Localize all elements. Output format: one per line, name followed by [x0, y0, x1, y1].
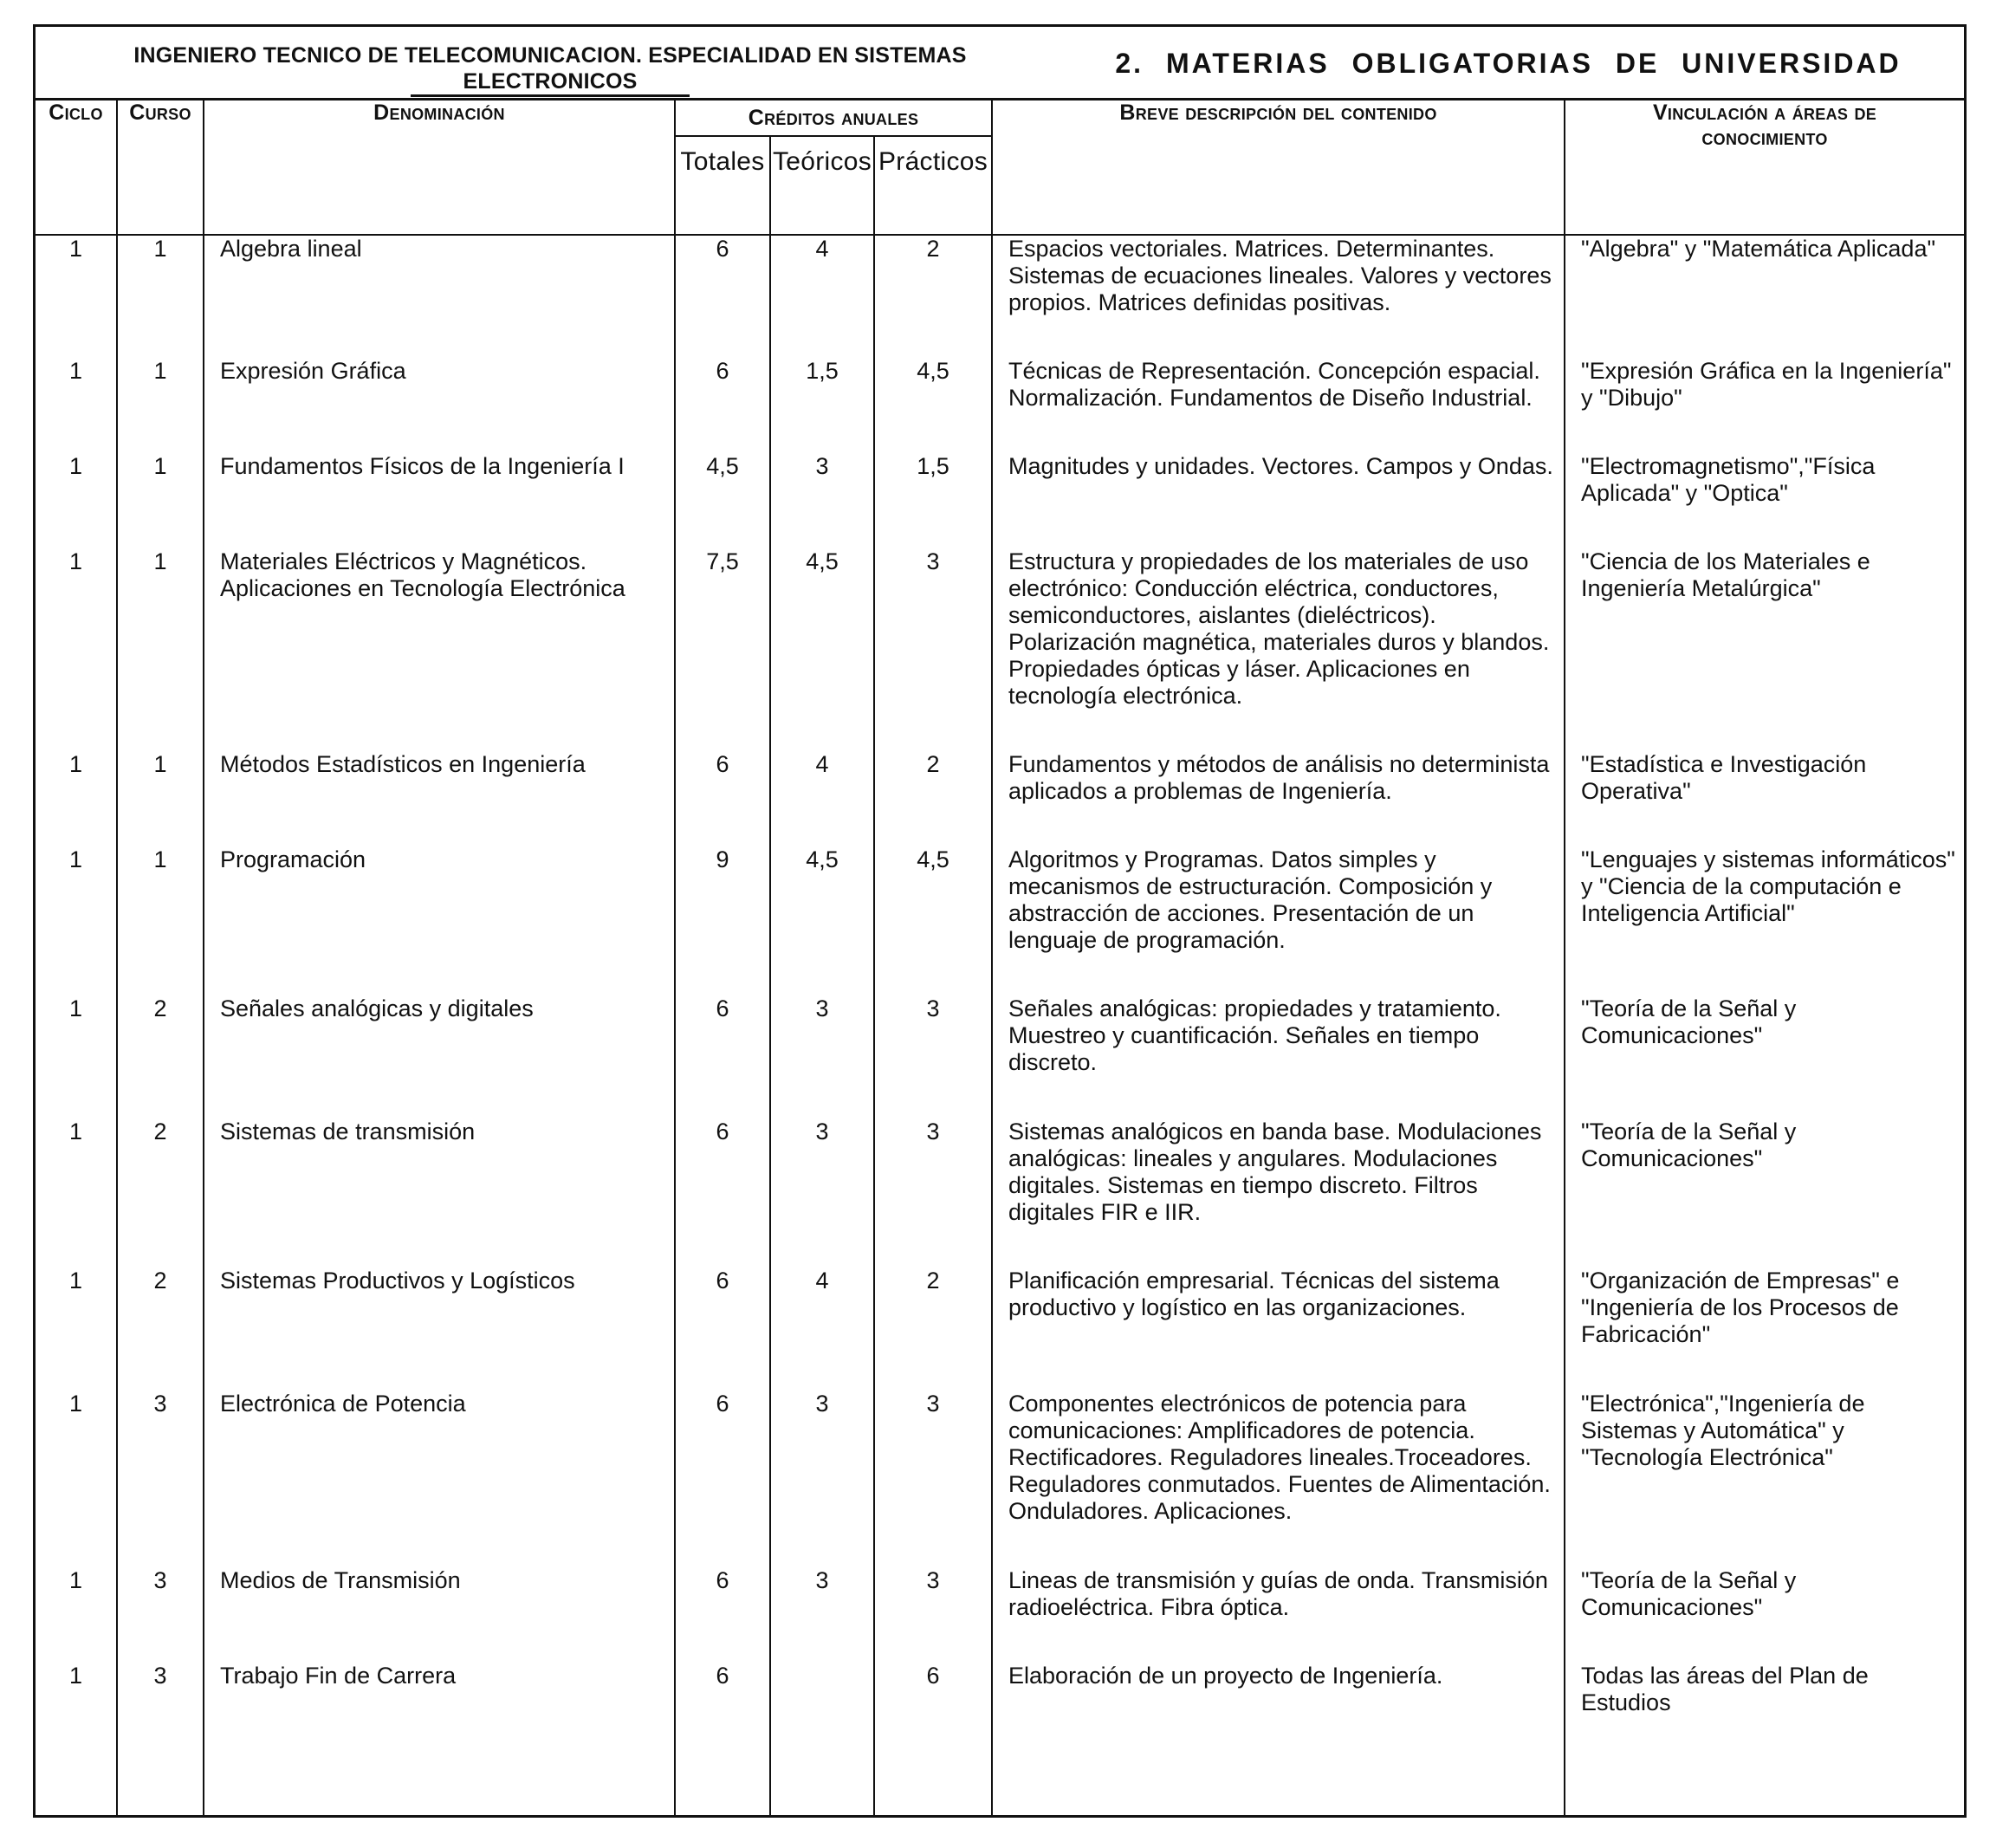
cell-ciclo: 1: [36, 1119, 117, 1268]
cell-teoricos: 3: [770, 1567, 874, 1663]
cell-vinculacion: "Organización de Empresas" e "Ingeniería de los Procesos de Fabricación": [1565, 1268, 1964, 1391]
cell-teoricos: 3: [770, 453, 874, 548]
cell-vinculacion: "Teoría de la Señal y Comunicaciones": [1565, 1119, 1964, 1268]
cell-ciclo: 1: [36, 846, 117, 995]
col-header-denominacion: Denominación: [204, 101, 675, 235]
cell-totales: 6: [675, 1268, 770, 1391]
cell-curso: 1: [117, 453, 204, 548]
col-header-curso: Curso: [117, 101, 204, 235]
cell-teoricos: 1,5: [770, 358, 874, 453]
cell-curso: 3: [117, 1567, 204, 1663]
table-body: [36, 235, 1964, 1815]
cell-descripcion: Magnitudes y unidades. Vectores. Campos y Ondas.: [992, 453, 1565, 548]
cell-curso: 1: [117, 548, 204, 751]
cell-practicos: 6: [874, 1663, 992, 1758]
cell-denominacion: Fundamentos Físicos de la Ingeniería I: [204, 453, 675, 548]
empty-cell: [1565, 1758, 1964, 1815]
cell-descripcion: Técnicas de Representación. Concepción espacial. Normalización. Fundamentos de Diseño Industrial.: [992, 358, 1565, 453]
cell-practicos: 4,5: [874, 846, 992, 995]
cell-denominacion: Trabajo Fin de Carrera: [204, 1663, 675, 1758]
cell-vinculacion: "Estadística e Investigación Operativa": [1565, 751, 1964, 846]
cell-denominacion: Algebra lineal: [204, 235, 675, 358]
cell-descripcion: Sistemas analógicos en banda base. Modulaciones analógicas: lineales y angulares. Modulaciones digitales. Sistemas en tiempo discreto. Filtros digitales FIR e IIR.: [992, 1119, 1565, 1268]
empty-cell: [874, 1758, 992, 1815]
cell-vinculacion: "Teoría de la Señal y Comunicaciones": [1565, 1567, 1964, 1663]
table-row: [36, 1663, 1964, 1758]
cell-vinculacion: "Teoría de la Señal y Comunicaciones": [1565, 995, 1964, 1119]
table-row: [36, 235, 1964, 358]
cell-vinculacion: Todas las áreas del Plan de Estudios: [1565, 1663, 1964, 1758]
cell-descripcion: Lineas de transmisión y guías de onda. Transmisión radioeléctrica. Fibra óptica.: [992, 1567, 1565, 1663]
cell-totales: 4,5: [675, 453, 770, 548]
col-header-practicos: Prácticos: [874, 136, 992, 235]
cell-teoricos: 3: [770, 1391, 874, 1567]
cell-curso: 3: [117, 1391, 204, 1567]
cell-denominacion: Sistemas Productivos y Logísticos: [204, 1268, 675, 1391]
table-row: [36, 995, 1964, 1119]
cell-practicos: 2: [874, 751, 992, 846]
cell-practicos: 2: [874, 235, 992, 358]
cell-ciclo: 1: [36, 1567, 117, 1663]
empty-cell: [770, 1758, 874, 1815]
cell-denominacion: Métodos Estadísticos en Ingeniería: [204, 751, 675, 846]
cell-curso: 2: [117, 1119, 204, 1268]
cell-descripcion: Señales analógicas: propiedades y tratamiento. Muestreo y cuantificación. Señales en tiempo discreto.: [992, 995, 1565, 1119]
cell-practicos: 3: [874, 548, 992, 751]
cell-vinculacion: "Expresión Gráfica en la Ingeniería" y "Dibujo": [1565, 358, 1964, 453]
cell-teoricos: 4,5: [770, 846, 874, 995]
table-filler-row: [36, 1758, 1964, 1815]
program-title: [65, 42, 1035, 97]
cell-practicos: 4,5: [874, 358, 992, 453]
cell-totales: 9: [675, 846, 770, 995]
cell-totales: 6: [675, 1119, 770, 1268]
cell-curso: 1: [117, 235, 204, 358]
cell-descripcion: Elaboración de un proyecto de Ingeniería.: [992, 1663, 1565, 1758]
cell-denominacion: Sistemas de transmisión: [204, 1119, 675, 1268]
cell-ciclo: 1: [36, 1663, 117, 1758]
table-row: [36, 358, 1964, 453]
cell-totales: 6: [675, 751, 770, 846]
cell-curso: 2: [117, 1268, 204, 1391]
subjects-table: [36, 101, 1964, 1815]
program-title-line1: INGENIERO TECNICO DE TELECOMUNICACION. ESPECIALIDAD EN SISTEMAS: [133, 43, 967, 68]
table-row: [36, 846, 1964, 995]
cell-teoricos: 3: [770, 1119, 874, 1268]
cell-curso: 1: [117, 846, 204, 995]
col-header-creditos: Créditos anuales: [675, 101, 992, 136]
empty-cell: [117, 1758, 204, 1815]
cell-descripcion: Algoritmos y Programas. Datos simples y mecanismos de estructuración. Composición y abstracción de acciones. Presentación de un lenguaje de programación.: [992, 846, 1565, 995]
cell-ciclo: 1: [36, 1391, 117, 1567]
cell-ciclo: 1: [36, 548, 117, 751]
cell-vinculacion: "Electrónica","Ingeniería de Sistemas y Automática" y "Tecnología Electrónica": [1565, 1391, 1964, 1567]
cell-ciclo: 1: [36, 453, 117, 548]
cell-practicos: 1,5: [874, 453, 992, 548]
cell-descripcion: Espacios vectoriales. Matrices. Determinantes. Sistemas de ecuaciones lineales. Valores y vectores propios. Matrices definidas positivas.: [992, 235, 1565, 358]
cell-teoricos: 3: [770, 995, 874, 1119]
program-title-line2: ELECTRONICOS: [411, 68, 689, 97]
cell-curso: 3: [117, 1663, 204, 1758]
table-row: [36, 751, 1964, 846]
cell-denominacion: Expresión Gráfica: [204, 358, 675, 453]
cell-curso: 1: [117, 358, 204, 453]
table-row: [36, 1567, 1964, 1663]
col-header-vinculacion: Vinculación a áreas de conocimiento: [1565, 101, 1964, 235]
document-page: [33, 24, 1967, 1818]
cell-vinculacion: "Lenguajes y sistemas informáticos" y "Ciencia de la computación e Inteligencia Artificial": [1565, 846, 1964, 995]
cell-descripcion: Planificación empresarial. Técnicas del sistema productivo y logístico en las organizaciones.: [992, 1268, 1565, 1391]
cell-ciclo: 1: [36, 358, 117, 453]
cell-totales: 6: [675, 1663, 770, 1758]
cell-teoricos: 4: [770, 751, 874, 846]
empty-cell: [204, 1758, 675, 1815]
cell-totales: 6: [675, 358, 770, 453]
empty-cell: [36, 1758, 117, 1815]
cell-teoricos: [770, 1663, 874, 1758]
table-row: [36, 1119, 1964, 1268]
col-header-descripcion: Breve descripción del contenido: [992, 101, 1565, 235]
cell-denominacion: Señales analógicas y digitales: [204, 995, 675, 1119]
cell-totales: 6: [675, 1391, 770, 1567]
cell-denominacion: Programación: [204, 846, 675, 995]
cell-teoricos: 4: [770, 235, 874, 358]
cell-practicos: 3: [874, 995, 992, 1119]
cell-vinculacion: "Algebra" y "Matemática Aplicada": [1565, 235, 1964, 358]
cell-practicos: 3: [874, 1391, 992, 1567]
cell-ciclo: 1: [36, 235, 117, 358]
cell-practicos: 3: [874, 1119, 992, 1268]
cell-totales: 6: [675, 995, 770, 1119]
col-header-teoricos: Teóricos: [770, 136, 874, 235]
cell-practicos: 3: [874, 1567, 992, 1663]
cell-denominacion: Medios de Transmisión: [204, 1567, 675, 1663]
cell-teoricos: 4: [770, 1268, 874, 1391]
cell-denominacion: Electrónica de Potencia: [204, 1391, 675, 1567]
section-title: 2. MATERIAS OBLIGATORIAS DE UNIVERSIDAD: [1115, 48, 1902, 79]
cell-curso: 2: [117, 995, 204, 1119]
col-header-ciclo: Ciclo: [36, 101, 117, 235]
empty-cell: [992, 1758, 1565, 1815]
cell-ciclo: 1: [36, 1268, 117, 1391]
cell-teoricos: 4,5: [770, 548, 874, 751]
cell-descripcion: Estructura y propiedades de los materiales de uso electrónico: Conducción eléctrica, conductores, semiconductores, aislantes (dieléctricos). Polarización magnética, materiales duros y blandos. Propiedades ópticas y láser. Aplicaciones en tecnología electrónica.: [992, 548, 1565, 751]
cell-vinculacion: "Electromagnetismo","Física Aplicada" y "Optica": [1565, 453, 1964, 548]
cell-curso: 1: [117, 751, 204, 846]
cell-totales: 6: [675, 235, 770, 358]
empty-cell: [675, 1758, 770, 1815]
table-row: [36, 548, 1964, 751]
table-row: [36, 1391, 1964, 1567]
table-row: [36, 1268, 1964, 1391]
cell-ciclo: 1: [36, 995, 117, 1119]
cell-totales: 7,5: [675, 548, 770, 751]
cell-totales: 6: [675, 1567, 770, 1663]
cell-descripcion: Fundamentos y métodos de análisis no determinista aplicados a problemas de Ingeniería.: [992, 751, 1565, 846]
table-row: [36, 453, 1964, 548]
col-header-totales: Totales: [675, 136, 770, 235]
cell-denominacion: Materiales Eléctricos y Magnéticos. Aplicaciones en Tecnología Electrónica: [204, 548, 675, 751]
cell-descripcion: Componentes electrónicos de potencia para comunicaciones: Amplificadores de potencia. Rectificadores. Reguladores lineales.Troceadores. Reguladores conmutados. Fuentes de Alimentación. Onduladores. Aplicaciones.: [992, 1391, 1565, 1567]
cell-ciclo: 1: [36, 751, 117, 846]
cell-practicos: 2: [874, 1268, 992, 1391]
cell-vinculacion: "Ciencia de los Materiales e Ingeniería Metalúrgica": [1565, 548, 1964, 751]
